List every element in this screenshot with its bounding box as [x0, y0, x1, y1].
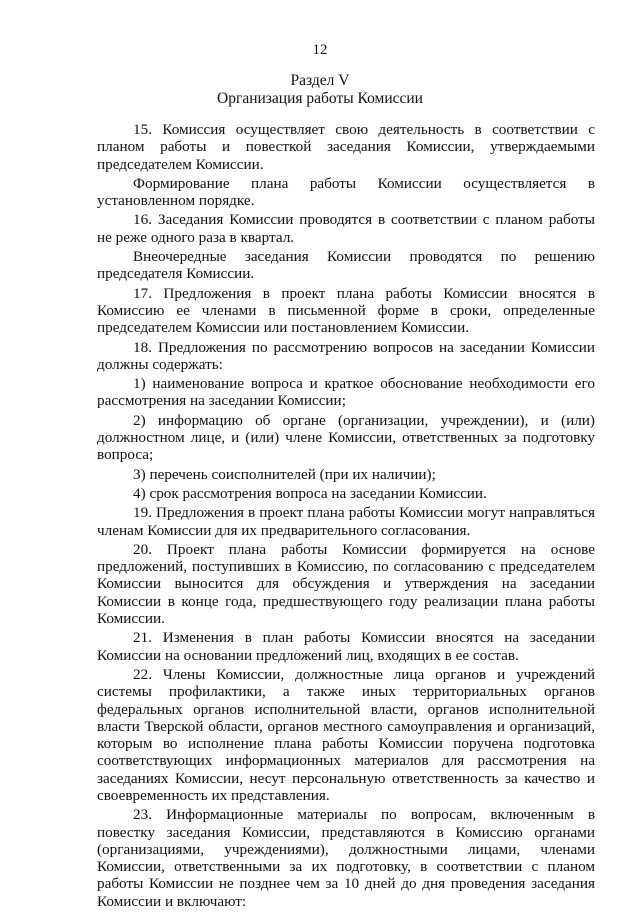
- paragraph-19: 19. Предложения в проект плана работы Комиссии могут направляться членам Комиссии для их предварительного согласования.: [97, 504, 595, 539]
- paragraph-15-planning: Формирование плана работы Комиссии осуществляется в установленном порядке.: [97, 174, 595, 210]
- list-item-18-2: 2) информацию об органе (организации, учреждении), и (или) должностном лице, и (или) члене Комиссии, ответственных за подготовку вопроса;: [97, 411, 595, 464]
- paragraph-17: 17. Предложения в проект плана работы Комиссии вносятся в Комиссию ее членами в письменной форме в сроки, определенные председателем Комиссии или постановлением Комиссии.: [97, 284, 595, 337]
- paragraph-22: 22. Члены Комиссии, должностные лица органов и учреждений системы профилактики, а также иных территориальных органов федеральных органов исполнительной власти, органов исполнительной власти Тверской области, органов местного самоуправления и организаций, которым во исполнение плана работы Комиссии поручена подготовка соответствующих информационных материалов для рассмотрения на заседаниях Комиссии, несут персональную ответственность за качество и своевременность их представления.: [97, 665, 595, 804]
- list-item-18-4: 4) срок рассмотрения вопроса на заседании Комиссии.: [133, 484, 487, 502]
- paragraph-23: 23. Информационные материалы по вопросам, включенным в повестку заседания Комиссии, представляются в Комиссию органами (организациями, учреждениями), должностными лицами, членами Комиссии, ответственными за их подготовку, в соответствии с планом работы Комиссии не позднее чем за 10 дней до дня проведения заседания Комиссии и включают:: [97, 806, 595, 910]
- page-number: 12: [312, 42, 328, 58]
- section-label: Раздел V: [290, 72, 350, 89]
- paragraph-20: 20. Проект плана работы Комиссии формируется на основе предложений, поступивших в Комиссию, по согласованию с председателем Комиссии выносится для обсуждения и утверждения на заседании Комиссии в конце года, предшествующего году реализации плана работы Комиссии.: [97, 540, 595, 628]
- list-item-18-1: 1) наименование вопроса и краткое обоснование необходимости его рассмотрения на заседании Комиссии;: [97, 375, 595, 410]
- section-heading: [0, 72, 640, 108]
- paragraph-18: 18. Предложения по рассмотрению вопросов на заседании Комиссии должны содержать:: [97, 338, 595, 373]
- paragraph-16-extraordinary: Внеочередные заседания Комиссии проводятся по решению председателя Комиссии.: [97, 248, 595, 283]
- document-body: [97, 121, 595, 912]
- section-title: Организация работы Комиссии: [217, 90, 423, 107]
- list-item-18-3: 3) перечень соисполнителей (при их наличии);: [133, 465, 436, 483]
- paragraph-15: 15. Комиссия осуществляет свою деятельность в соответствии с планом работы и повесткой заседания Комиссии, утверждаемыми председателем Комиссии.: [97, 121, 595, 173]
- paragraph-16: 16. Заседания Комиссии проводятся в соответствии с планом работы не реже одного раза в квартал.: [97, 211, 595, 246]
- paragraph-21: 21. Изменения в план работы Комиссии вносятся на заседании Комиссии на основании предложений лиц, входящих в ее состав.: [97, 629, 595, 664]
